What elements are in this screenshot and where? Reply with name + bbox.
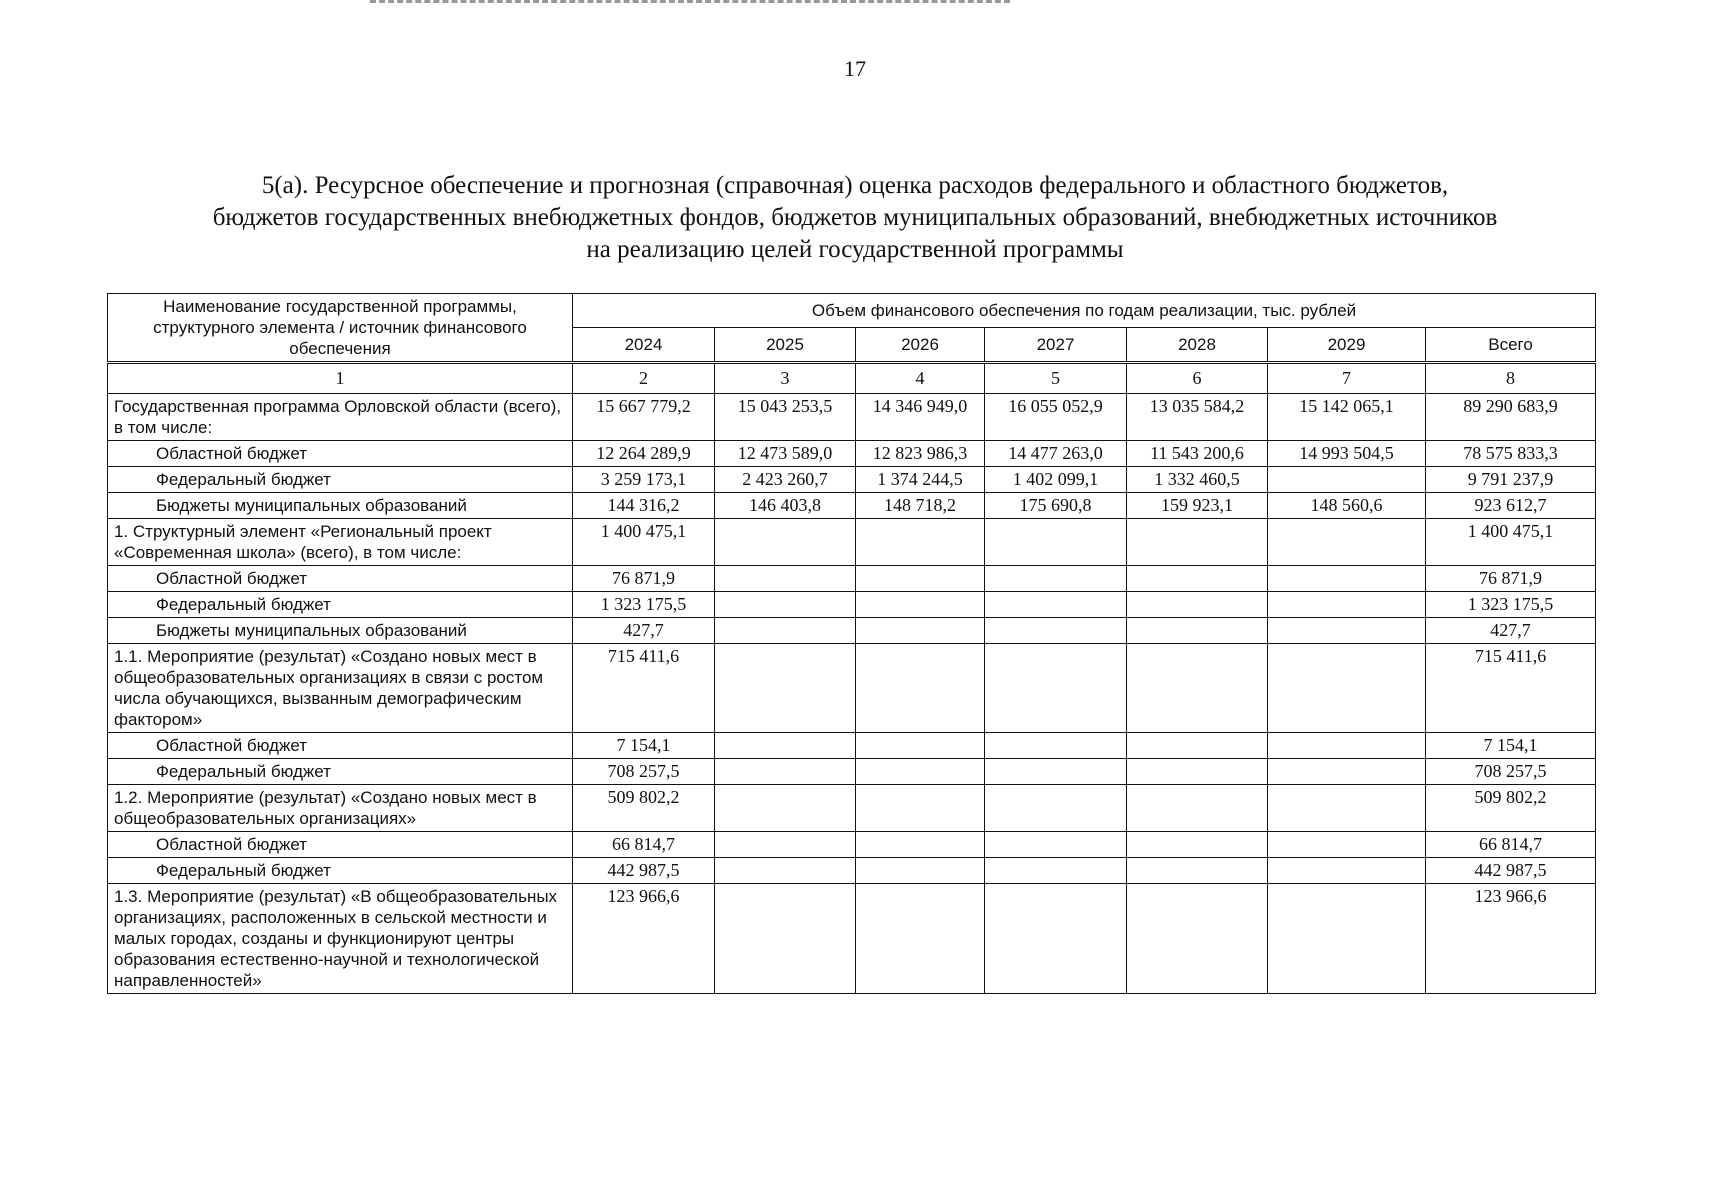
document-title bbox=[100, 170, 1610, 266]
row-value-cell bbox=[1127, 519, 1268, 566]
row-value-cell: 3 259 173,1 bbox=[573, 467, 715, 493]
row-value-cell: 1 400 475,1 bbox=[1426, 519, 1596, 566]
row-value-cell: 144 316,2 bbox=[573, 493, 715, 519]
header-year-2029: 2029 bbox=[1268, 327, 1426, 362]
row-value-cell: 66 814,7 bbox=[573, 832, 715, 858]
column-number-cell: 6 bbox=[1127, 363, 1268, 394]
header-year-2028: 2028 bbox=[1127, 327, 1268, 362]
row-value-cell: 66 814,7 bbox=[1426, 832, 1596, 858]
row-name-cell: 1.3. Мероприятие (результат) «В общеобразовательных организациях, расположенных в сельской местности и малых городах, созданы и функционируют центры образования естественно-научной и технологической направленностей» bbox=[108, 884, 573, 994]
row-name-cell: Федеральный бюджет bbox=[108, 858, 573, 884]
row-value-cell bbox=[715, 566, 856, 592]
row-value-cell bbox=[1127, 566, 1268, 592]
row-value-cell: 715 411,6 bbox=[1426, 644, 1596, 733]
row-value-cell bbox=[1268, 832, 1426, 858]
table-row bbox=[108, 785, 1596, 832]
row-value-cell bbox=[985, 832, 1127, 858]
row-value-cell bbox=[715, 858, 856, 884]
row-value-cell: 11 543 200,6 bbox=[1127, 441, 1268, 467]
row-value-cell: 16 055 052,9 bbox=[985, 394, 1127, 441]
row-value-cell bbox=[985, 519, 1127, 566]
row-value-cell bbox=[985, 644, 1127, 733]
table-row bbox=[108, 394, 1596, 441]
row-name-cell: 1.2. Мероприятие (результат) «Создано новых мест в общеобразовательных организациях» bbox=[108, 785, 573, 832]
row-value-cell: 78 575 833,3 bbox=[1426, 441, 1596, 467]
row-value-cell: 923 612,7 bbox=[1426, 493, 1596, 519]
table-row bbox=[108, 441, 1596, 467]
row-name-cell: 1.1. Мероприятие (результат) «Создано новых мест в общеобразовательных организациях в связи с ростом числа обучающихся, вызванным демографическим фактором» bbox=[108, 644, 573, 733]
row-value-cell bbox=[985, 566, 1127, 592]
column-number-cell: 3 bbox=[715, 363, 856, 394]
row-value-cell bbox=[985, 884, 1127, 994]
row-value-cell bbox=[856, 519, 985, 566]
title-line-2: бюджетов государственных внебюджетных фондов, бюджетов муниципальных образований, внебюджетных источников bbox=[212, 204, 1498, 231]
row-value-cell bbox=[1268, 566, 1426, 592]
column-number-cell: 1 bbox=[108, 363, 573, 394]
row-value-cell: 76 871,9 bbox=[573, 566, 715, 592]
row-value-cell bbox=[856, 832, 985, 858]
table-row bbox=[108, 467, 1596, 493]
table-row bbox=[108, 733, 1596, 759]
row-value-cell bbox=[1127, 733, 1268, 759]
row-value-cell: 1 332 460,5 bbox=[1127, 467, 1268, 493]
row-value-cell: 7 154,1 bbox=[573, 733, 715, 759]
row-value-cell: 148 560,6 bbox=[1268, 493, 1426, 519]
row-value-cell: 708 257,5 bbox=[1426, 759, 1596, 785]
row-value-cell bbox=[1268, 467, 1426, 493]
row-value-cell bbox=[985, 858, 1127, 884]
row-value-cell: 15 043 253,5 bbox=[715, 394, 856, 441]
table-row bbox=[108, 592, 1596, 618]
row-value-cell: 15 142 065,1 bbox=[1268, 394, 1426, 441]
row-value-cell: 9 791 237,9 bbox=[1426, 467, 1596, 493]
table-row bbox=[108, 858, 1596, 884]
row-value-cell bbox=[1268, 644, 1426, 733]
row-name-cell: Государственная программа Орловской области (всего), в том числе: bbox=[108, 394, 573, 441]
row-value-cell: 1 402 099,1 bbox=[985, 467, 1127, 493]
row-value-cell: 123 966,6 bbox=[573, 884, 715, 994]
row-value-cell bbox=[856, 733, 985, 759]
row-name-cell: Федеральный бюджет bbox=[108, 467, 573, 493]
row-name-cell: 1. Структурный элемент «Региональный проект «Современная школа» (всего), в том числе: bbox=[108, 519, 573, 566]
row-value-cell bbox=[1268, 733, 1426, 759]
column-number-cell: 5 bbox=[985, 363, 1127, 394]
header-volume-cell: Объем финансового обеспечения по годам реализации, тыс. рублей bbox=[573, 294, 1596, 328]
header-year-2024: 2024 bbox=[573, 327, 715, 362]
column-number-row bbox=[108, 363, 1596, 394]
row-value-cell bbox=[1268, 759, 1426, 785]
row-value-cell: 442 987,5 bbox=[573, 858, 715, 884]
row-value-cell: 175 690,8 bbox=[985, 493, 1127, 519]
table-row bbox=[108, 493, 1596, 519]
header-year-2027: 2027 bbox=[985, 327, 1127, 362]
row-value-cell bbox=[1268, 519, 1426, 566]
table-body bbox=[108, 363, 1596, 994]
column-number-cell: 8 bbox=[1426, 363, 1596, 394]
header-year-total: Всего bbox=[1426, 327, 1596, 362]
row-value-cell bbox=[1127, 618, 1268, 644]
column-number-cell: 4 bbox=[856, 363, 985, 394]
row-value-cell: 13 035 584,2 bbox=[1127, 394, 1268, 441]
row-value-cell bbox=[715, 519, 856, 566]
row-value-cell bbox=[856, 858, 985, 884]
row-name-cell: Бюджеты муниципальных образований bbox=[108, 493, 573, 519]
row-value-cell bbox=[1127, 644, 1268, 733]
row-value-cell bbox=[715, 884, 856, 994]
row-value-cell bbox=[856, 592, 985, 618]
header-year-2026: 2026 bbox=[856, 327, 985, 362]
row-value-cell: 1 374 244,5 bbox=[856, 467, 985, 493]
row-value-cell: 14 477 263,0 bbox=[985, 441, 1127, 467]
table-row bbox=[108, 884, 1596, 994]
table-row bbox=[108, 644, 1596, 733]
row-value-cell: 7 154,1 bbox=[1426, 733, 1596, 759]
table-row bbox=[108, 519, 1596, 566]
row-value-cell bbox=[856, 618, 985, 644]
row-value-cell: 159 923,1 bbox=[1127, 493, 1268, 519]
row-name-cell: Бюджеты муниципальных образований bbox=[108, 618, 573, 644]
row-value-cell bbox=[1268, 858, 1426, 884]
row-value-cell bbox=[856, 785, 985, 832]
row-value-cell bbox=[856, 884, 985, 994]
title-line-3: на реализацию целей государственной программы bbox=[586, 236, 1124, 263]
row-value-cell: 427,7 bbox=[573, 618, 715, 644]
column-number-cell: 2 bbox=[573, 363, 715, 394]
row-value-cell: 2 423 260,7 bbox=[715, 467, 856, 493]
header-year-2025: 2025 bbox=[715, 327, 856, 362]
budget-table bbox=[107, 293, 1596, 994]
header-row-1 bbox=[108, 294, 1596, 328]
row-name-cell: Областной бюджет bbox=[108, 832, 573, 858]
row-value-cell: 76 871,9 bbox=[1426, 566, 1596, 592]
row-value-cell bbox=[985, 785, 1127, 832]
row-value-cell: 148 718,2 bbox=[856, 493, 985, 519]
row-value-cell bbox=[1127, 832, 1268, 858]
row-value-cell bbox=[985, 592, 1127, 618]
row-name-cell: Федеральный бюджет bbox=[108, 592, 573, 618]
row-value-cell bbox=[1127, 759, 1268, 785]
column-number-cell: 7 bbox=[1268, 363, 1426, 394]
row-value-cell bbox=[1268, 618, 1426, 644]
row-name-cell: Областной бюджет bbox=[108, 733, 573, 759]
row-value-cell: 14 346 949,0 bbox=[856, 394, 985, 441]
row-value-cell bbox=[715, 832, 856, 858]
row-value-cell: 14 993 504,5 bbox=[1268, 441, 1426, 467]
table-row bbox=[108, 832, 1596, 858]
table-row bbox=[108, 566, 1596, 592]
row-value-cell: 442 987,5 bbox=[1426, 858, 1596, 884]
row-value-cell: 427,7 bbox=[1426, 618, 1596, 644]
row-value-cell bbox=[1127, 592, 1268, 618]
row-value-cell: 12 823 986,3 bbox=[856, 441, 985, 467]
row-value-cell: 715 411,6 bbox=[573, 644, 715, 733]
row-value-cell bbox=[715, 592, 856, 618]
row-value-cell: 1 323 175,5 bbox=[573, 592, 715, 618]
row-value-cell bbox=[1268, 785, 1426, 832]
row-value-cell: 509 802,2 bbox=[1426, 785, 1596, 832]
row-value-cell: 12 264 289,9 bbox=[573, 441, 715, 467]
page-number: 17 bbox=[844, 56, 866, 81]
budget-table-container bbox=[107, 293, 1595, 994]
row-value-cell: 146 403,8 bbox=[715, 493, 856, 519]
header-name-cell: Наименование государственной программы, структурного элемента / источник финансового обеспечения bbox=[108, 294, 573, 363]
row-value-cell bbox=[715, 785, 856, 832]
row-value-cell bbox=[715, 618, 856, 644]
row-value-cell bbox=[1268, 592, 1426, 618]
row-value-cell: 708 257,5 bbox=[573, 759, 715, 785]
table-row bbox=[108, 618, 1596, 644]
row-value-cell: 89 290 683,9 bbox=[1426, 394, 1596, 441]
row-value-cell bbox=[1127, 884, 1268, 994]
row-value-cell bbox=[985, 733, 1127, 759]
row-value-cell bbox=[985, 759, 1127, 785]
row-value-cell: 509 802,2 bbox=[573, 785, 715, 832]
row-name-cell: Областной бюджет bbox=[108, 441, 573, 467]
row-value-cell bbox=[1127, 858, 1268, 884]
row-value-cell bbox=[1268, 884, 1426, 994]
row-value-cell bbox=[856, 644, 985, 733]
scan-artifact-line bbox=[370, 0, 1010, 6]
row-value-cell bbox=[715, 733, 856, 759]
row-name-cell: Областной бюджет bbox=[108, 566, 573, 592]
row-value-cell bbox=[1127, 785, 1268, 832]
row-value-cell bbox=[715, 644, 856, 733]
row-value-cell bbox=[715, 759, 856, 785]
title-line-1: 5(а). Ресурсное обеспечение и прогнозная (справочная) оценка расходов федерального и областного бюджетов, bbox=[261, 172, 1449, 199]
row-value-cell bbox=[856, 566, 985, 592]
row-value-cell bbox=[856, 759, 985, 785]
table-row bbox=[108, 759, 1596, 785]
row-value-cell: 15 667 779,2 bbox=[573, 394, 715, 441]
row-name-cell: Федеральный бюджет bbox=[108, 759, 573, 785]
row-value-cell: 123 966,6 bbox=[1426, 884, 1596, 994]
row-value-cell bbox=[985, 618, 1127, 644]
row-value-cell: 1 323 175,5 bbox=[1426, 592, 1596, 618]
row-value-cell: 1 400 475,1 bbox=[573, 519, 715, 566]
row-value-cell: 12 473 589,0 bbox=[715, 441, 856, 467]
